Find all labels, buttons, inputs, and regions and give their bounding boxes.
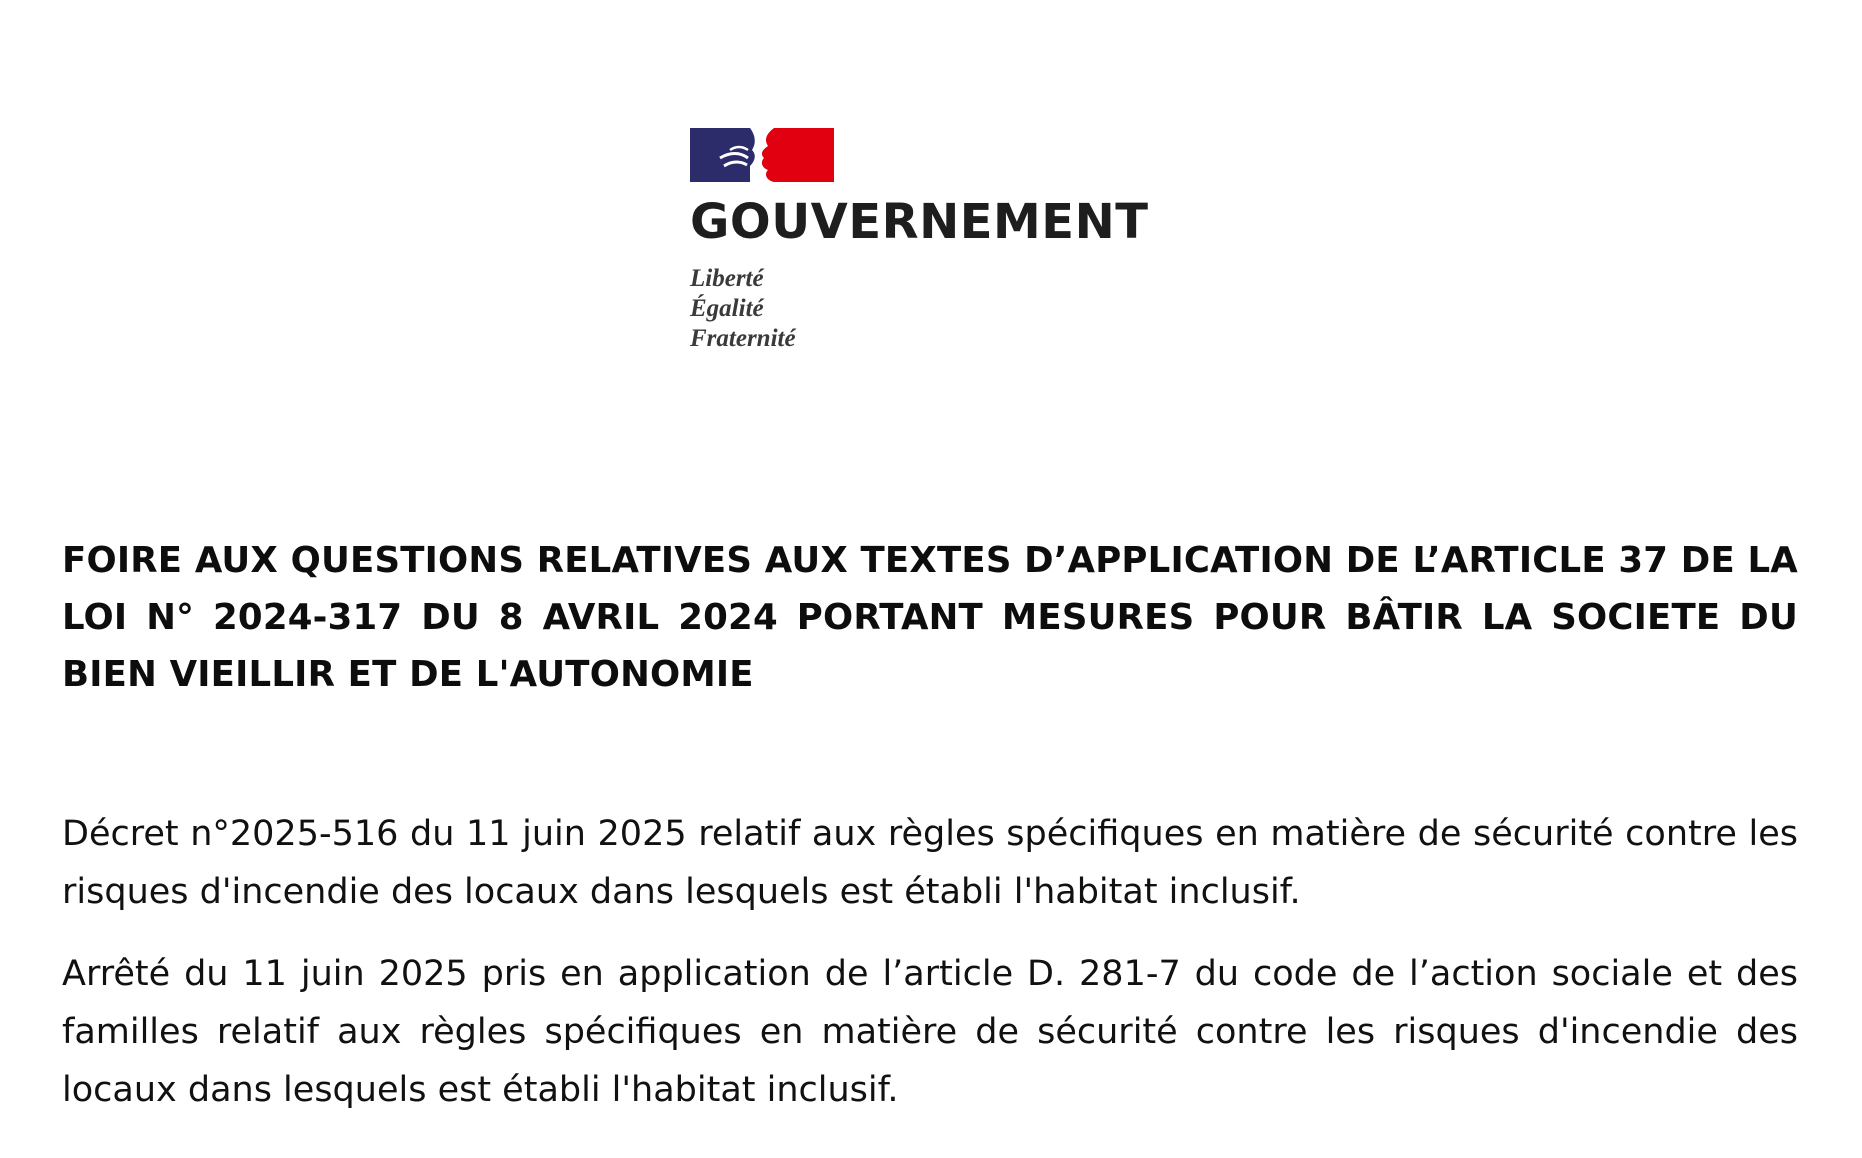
marianne-flag-icon bbox=[690, 128, 834, 182]
document-title: FOIRE AUX QUESTIONS RELATIVES AUX TEXTES D’APPLICATION DE L’ARTICLE 37 DE LA LOI N° 2024-317 DU 8 AVRIL 2024 PORTANT MESURES POUR BÂTIR LA SOCIETE DU BIEN VIEILLIR ET DE L'AUTONOMIE bbox=[62, 540, 1798, 695]
republic-motto bbox=[690, 264, 1190, 354]
motto-egalite: Égalité bbox=[690, 295, 764, 322]
government-logo bbox=[690, 128, 1190, 354]
motto-liberte: Liberté bbox=[690, 265, 764, 292]
order-paragraph: Arrêté du 11 juin 2025 pris en application de l’article D. 281-7 du code de l’action sociale et des familles relatif aux règles spécifiques en matière de sécurité contre les risques d'incendie des locaux dans lesquels est établi l'habitat inclusif. bbox=[62, 954, 1798, 1110]
government-wordmark: GOUVERNEMENT bbox=[690, 194, 1149, 250]
motto-fraternite: Fraternité bbox=[690, 325, 796, 352]
decree-paragraph: Décret n°2025-516 du 11 juin 2025 relatif aux règles spécifiques en matière de sécurité contre les risques d'incendie des locaux dans lesquels est établi l'habitat inclusif. bbox=[62, 814, 1798, 912]
